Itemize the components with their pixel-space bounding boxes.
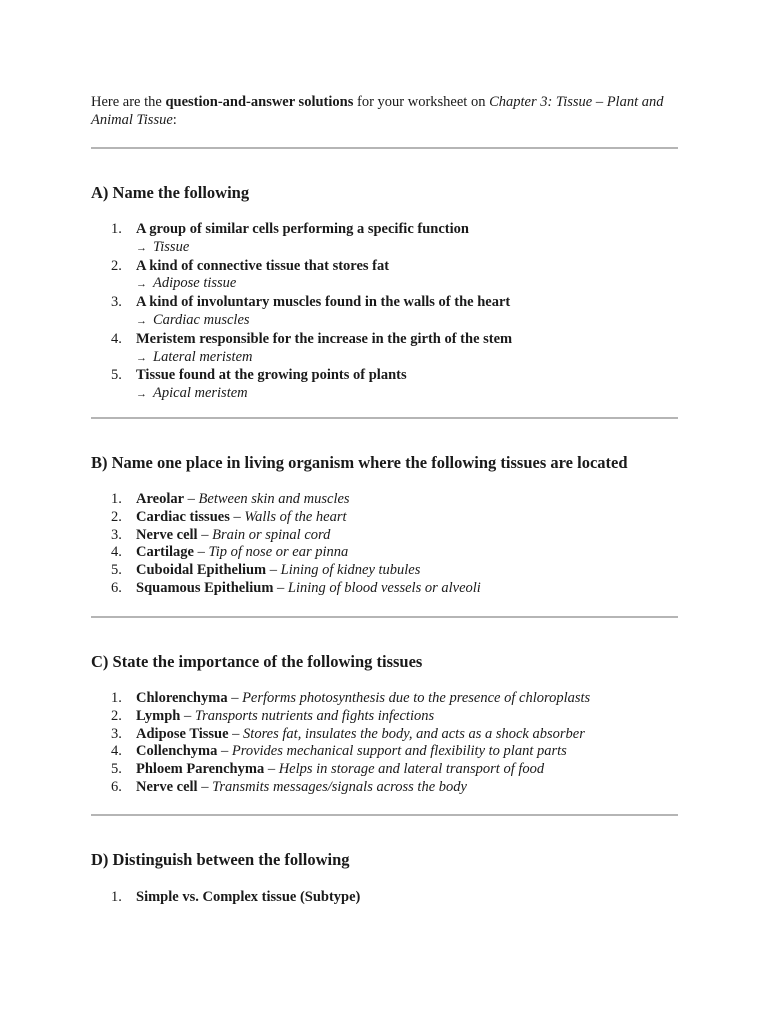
list-number: 2. bbox=[111, 257, 122, 274]
list-number: 3. bbox=[111, 526, 122, 543]
answer-line bbox=[136, 349, 691, 368]
list-number: 1. bbox=[111, 491, 122, 507]
arrow-icon: → bbox=[136, 388, 147, 401]
list-number: 5. bbox=[111, 562, 122, 579]
list-item bbox=[91, 761, 691, 779]
intro-middle: for your worksheet on bbox=[353, 94, 490, 110]
list-item bbox=[91, 889, 691, 907]
separator: – bbox=[264, 761, 279, 778]
intro-chapter-title: Chapter 3: Tissue – Plant and Animal Tissue bbox=[91, 94, 664, 128]
term-text: Phloem Parenchyma bbox=[136, 761, 265, 778]
list-item bbox=[91, 544, 691, 562]
list-item bbox=[91, 690, 691, 708]
divider-3 bbox=[91, 616, 678, 618]
separator: – bbox=[227, 690, 243, 706]
list-number: 1. bbox=[111, 889, 122, 905]
separator: – bbox=[273, 579, 288, 596]
intro-prefix: Here are the bbox=[91, 94, 166, 110]
section-c-heading: C) State the importance of the following tissues bbox=[91, 652, 423, 671]
answer-text: Transmits messages/signals across the body bbox=[212, 778, 467, 795]
list-number: 4. bbox=[111, 743, 122, 760]
question-text: Meristem responsible for the increase in the girth of the stem bbox=[136, 330, 513, 347]
list-number: 2. bbox=[111, 707, 122, 724]
list-item bbox=[91, 331, 691, 368]
separator: – bbox=[266, 562, 281, 579]
separator: – bbox=[197, 778, 213, 795]
separator: – bbox=[197, 526, 213, 543]
separator: – bbox=[184, 491, 199, 507]
list-number: 3. bbox=[111, 294, 122, 311]
term-text: Areolar bbox=[136, 491, 185, 507]
arrow-icon: → bbox=[136, 314, 147, 327]
list-item bbox=[91, 726, 691, 744]
list-item bbox=[91, 580, 691, 598]
answer-text: Provides mechanical support and flexibility to plant parts bbox=[231, 743, 567, 760]
answer-text: Stores fat, insulates the body, and acts as a shock absorber bbox=[243, 725, 585, 742]
section-a-list bbox=[91, 221, 691, 404]
answer-text: Walls of the heart bbox=[244, 508, 347, 525]
list-number: 5. bbox=[111, 367, 122, 384]
list-item bbox=[91, 779, 691, 797]
question-text: Tissue found at the growing points of plants bbox=[136, 367, 407, 384]
term-text: Squamous Epithelium bbox=[136, 579, 274, 596]
question-text: A kind of connective tissue that stores fat bbox=[136, 257, 390, 274]
list-number: 5. bbox=[111, 761, 122, 778]
section-b-list bbox=[91, 491, 691, 598]
list-number: 4. bbox=[111, 330, 122, 347]
arrow-icon: → bbox=[136, 351, 147, 364]
divider-4 bbox=[91, 814, 678, 816]
answer-text: Cardiac muscles bbox=[153, 311, 250, 328]
answer-line bbox=[136, 239, 691, 258]
divider-2 bbox=[91, 417, 678, 419]
term-text: Cuboidal Epithelium bbox=[136, 562, 267, 579]
divider-1 bbox=[91, 147, 678, 149]
separator: – bbox=[228, 725, 244, 742]
answer-text: Lining of kidney tubules bbox=[280, 562, 421, 579]
answer-text: Brain or spinal cord bbox=[212, 526, 331, 543]
section-c-list bbox=[91, 690, 691, 797]
list-item bbox=[91, 221, 691, 258]
term-text: Nerve cell bbox=[136, 526, 198, 543]
answer-line bbox=[136, 275, 691, 294]
section-a-heading: A) Name the following bbox=[91, 183, 250, 202]
list-item bbox=[91, 367, 691, 404]
separator: – bbox=[229, 508, 245, 525]
list-number: 3. bbox=[111, 725, 122, 742]
list-item bbox=[91, 509, 691, 527]
answer-text: Between skin and muscles bbox=[198, 491, 350, 507]
term-text: Chlorenchyma bbox=[136, 690, 228, 706]
answer-text: Lining of blood vessels or alveoli bbox=[287, 579, 481, 596]
intro-suffix: : bbox=[172, 112, 177, 128]
list-item bbox=[91, 527, 691, 545]
arrow-icon: → bbox=[136, 278, 147, 291]
separator: – bbox=[217, 743, 232, 760]
answer-line bbox=[136, 312, 691, 331]
answer-text: Adipose tissue bbox=[153, 275, 237, 292]
answer-text: Transports nutrients and fights infections bbox=[194, 707, 435, 724]
answer-text: Lateral meristem bbox=[153, 348, 253, 365]
answer-text: Helps in storage and lateral transport of food bbox=[278, 761, 545, 778]
term-text: Collenchyma bbox=[136, 743, 218, 760]
list-item bbox=[91, 491, 691, 509]
answer-line bbox=[136, 385, 691, 404]
answer-text: Apical meristem bbox=[153, 385, 248, 402]
intro-paragraph bbox=[91, 93, 681, 129]
term-text: Simple vs. Complex tissue (Subtype) bbox=[136, 889, 361, 905]
list-number: 2. bbox=[111, 508, 122, 525]
separator: – bbox=[180, 707, 195, 724]
term-text: Nerve cell bbox=[136, 778, 198, 795]
section-d-list bbox=[91, 889, 691, 907]
list-number: 6. bbox=[111, 579, 122, 596]
separator: – bbox=[193, 544, 209, 561]
term-text: Cartilage bbox=[136, 544, 194, 561]
answer-text: Tissue bbox=[153, 238, 190, 255]
term-text: Lymph bbox=[136, 707, 181, 724]
answer-text: Performs photosynthesis due to the presence of chloroplasts bbox=[242, 690, 591, 706]
term-text: Adipose Tissue bbox=[136, 725, 229, 742]
list-item bbox=[91, 562, 691, 580]
section-b-heading: B) Name one place in living organism where the following tissues are located bbox=[91, 453, 628, 472]
section-d-heading: D) Distinguish between the following bbox=[91, 850, 350, 869]
list-item bbox=[91, 708, 691, 726]
list-item bbox=[91, 258, 691, 295]
list-item bbox=[91, 294, 691, 331]
list-number: 1. bbox=[111, 221, 122, 237]
question-text: A kind of involuntary muscles found in the walls of the heart bbox=[136, 294, 511, 311]
list-item bbox=[91, 743, 691, 761]
question-text: A group of similar cells performing a specific function bbox=[136, 221, 469, 237]
list-number: 6. bbox=[111, 778, 122, 795]
list-number: 4. bbox=[111, 544, 122, 561]
intro-bold: question-and-answer solutions bbox=[165, 94, 354, 110]
arrow-icon: → bbox=[136, 241, 147, 254]
answer-text: Tip of nose or ear pinna bbox=[208, 544, 349, 561]
list-number: 1. bbox=[111, 690, 122, 706]
term-text: Cardiac tissues bbox=[136, 508, 230, 525]
